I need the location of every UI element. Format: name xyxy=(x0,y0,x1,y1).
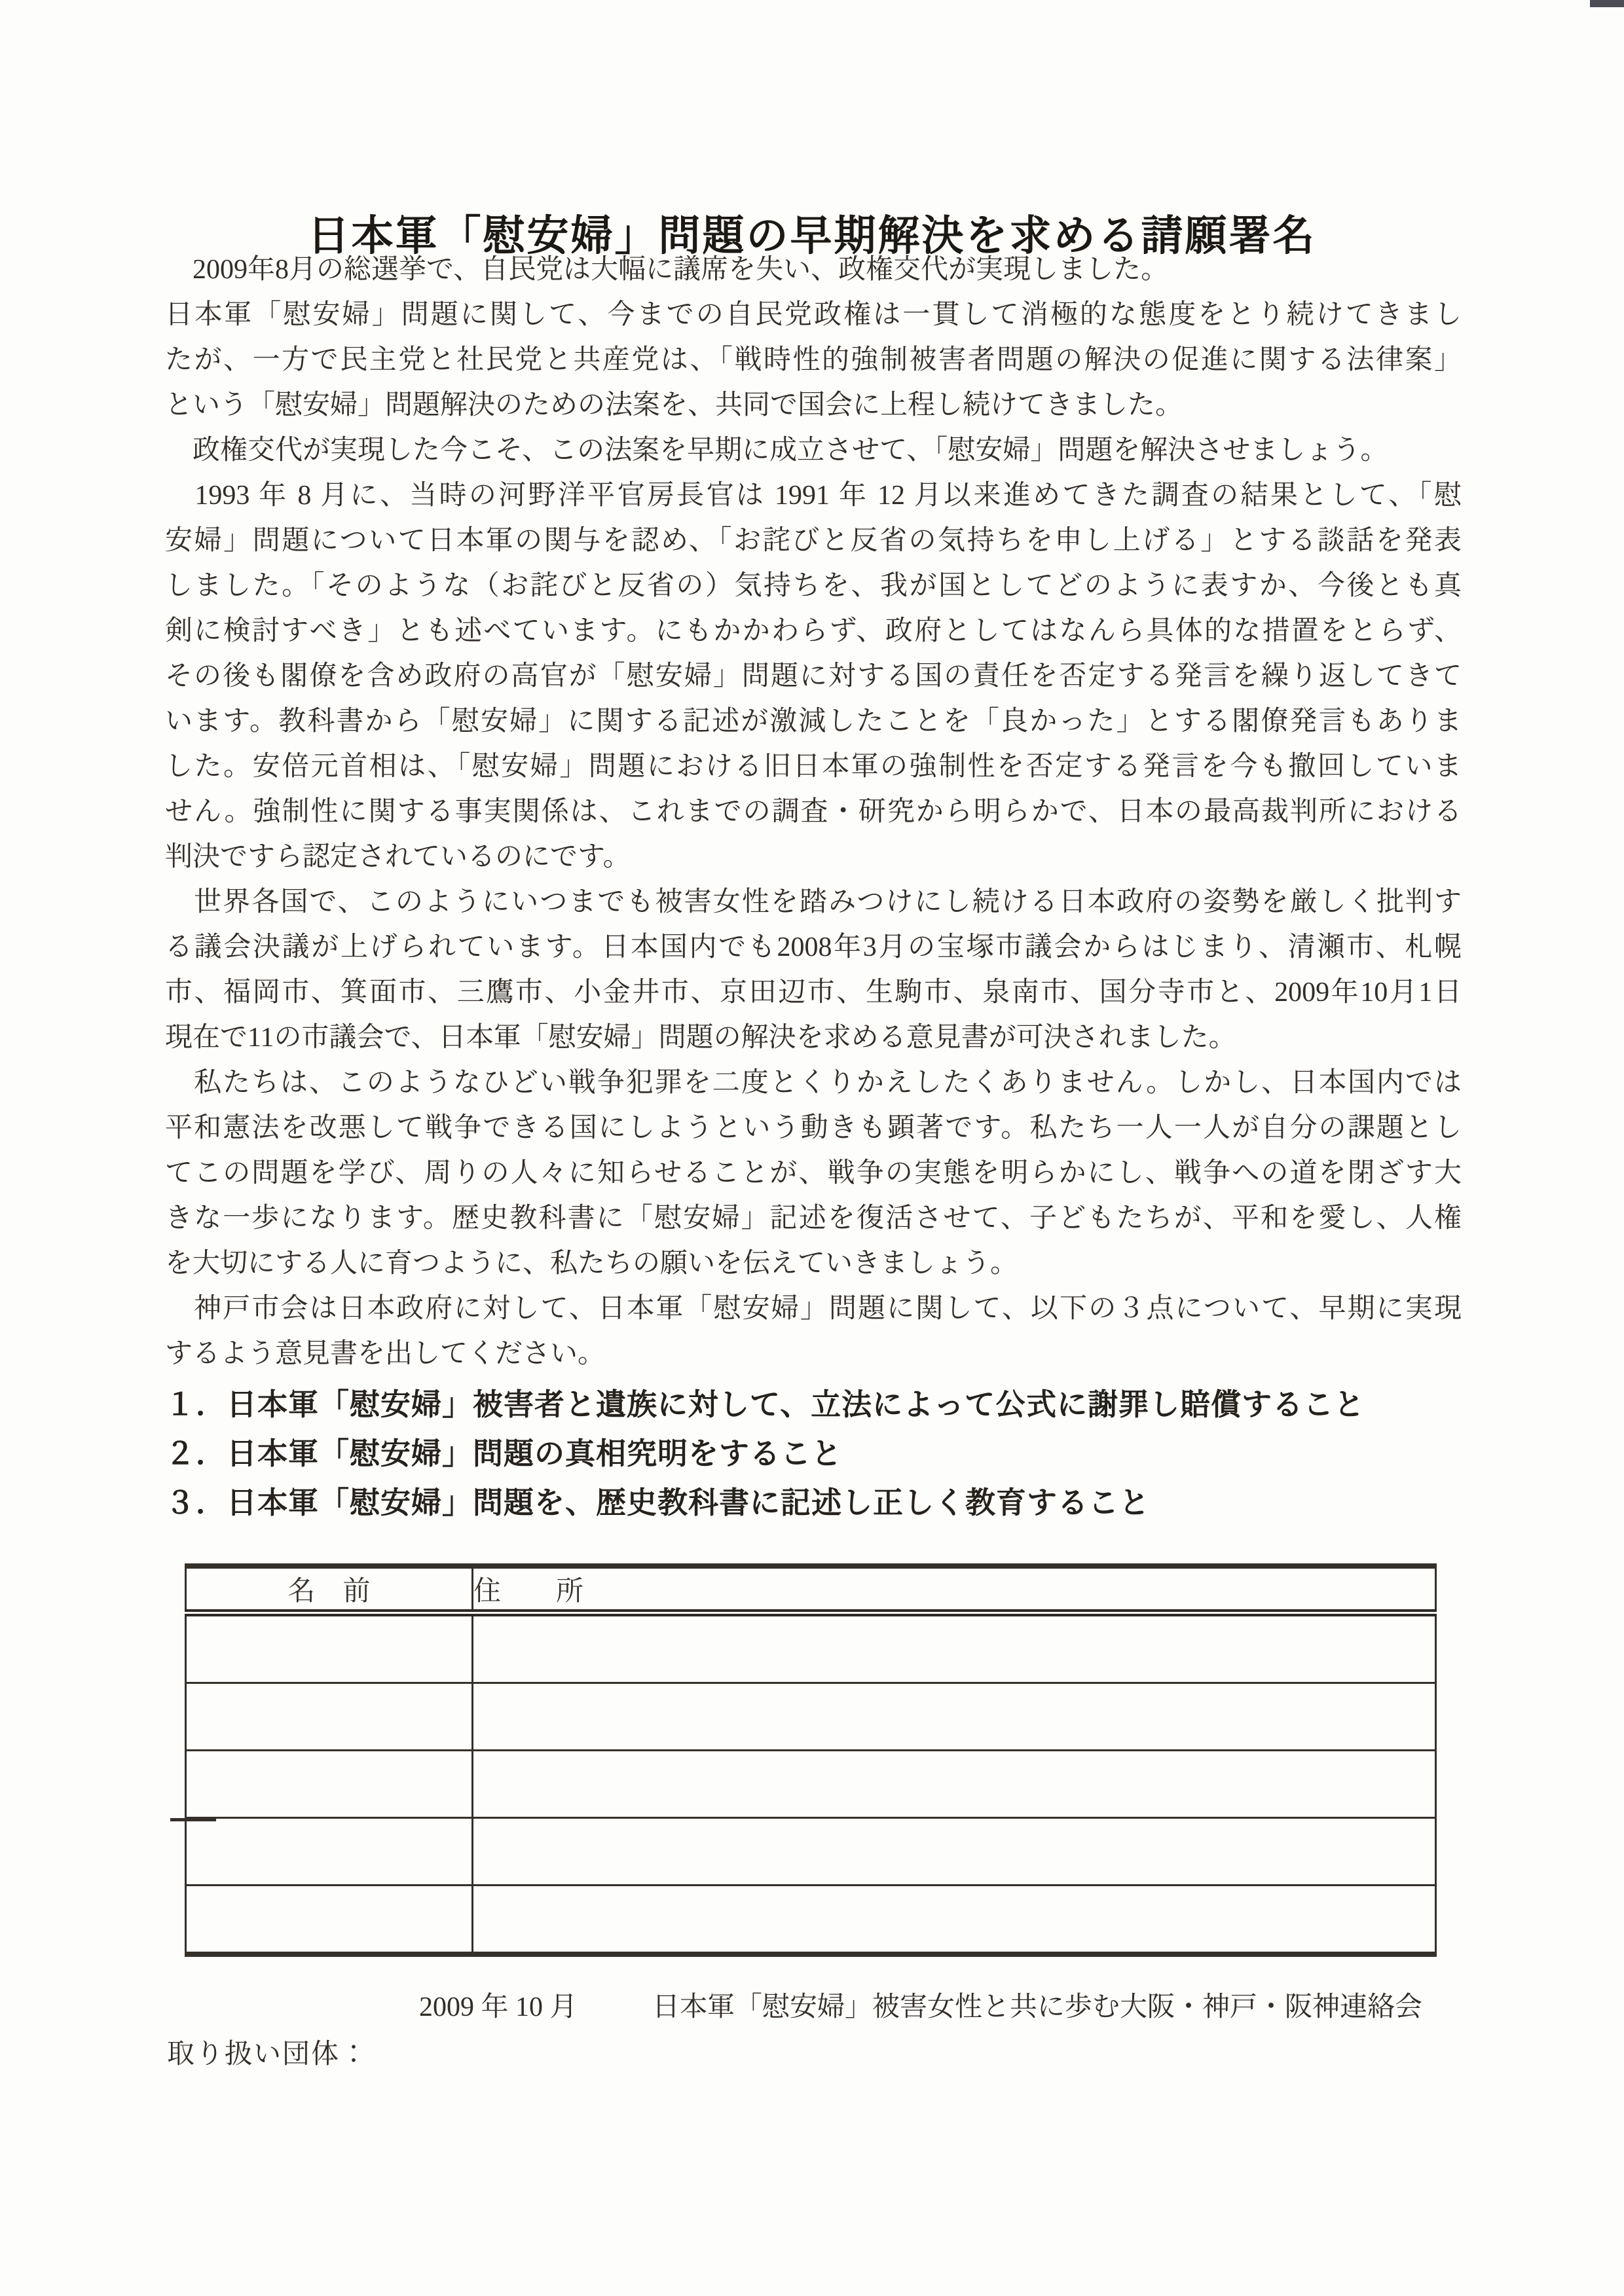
footer-date: 2009 年 10 月 xyxy=(419,1992,578,2022)
signature-address-cell xyxy=(473,1613,1436,1683)
petition-demands xyxy=(165,1380,1468,1527)
scan-artifact-corner xyxy=(1590,0,1624,7)
signature-row xyxy=(186,1818,1436,1886)
body-line: という「慰安婦」問題解決のための法案を、共同で国会に上程し続けてきました。 xyxy=(165,390,1183,420)
body-line: 市、福岡市、箕面市、三鷹市、小金井市、京田辺市、生駒市、泉南市、国分寺市と、2009年10月1日 xyxy=(165,977,1462,1008)
body-line: せん。強制性に関する事実関係は、これまでの調査・研究から明らかで、日本の最高裁判所における xyxy=(165,797,1462,827)
body-line: その後も閣僚を含め政府の高官が「慰安婦」問題に対する国の責任を否定する発言を繰り返してきて xyxy=(165,661,1462,691)
body-line: てこの問題を学び、周りの人々に知らせることが、戦争の実態を明らかにし、戦争への道を閉ざす大 xyxy=(165,1158,1462,1188)
body-line: 世界各国で、このようにいつまでも被害女性を踏みつけにし続ける日本政府の姿勢を厳しく批判す xyxy=(165,887,1462,917)
body-line: 政権交代が実現した今こそ、この法案を早期に成立させて、「慰安婦」問題を解決させましょう。 xyxy=(165,435,1388,465)
body-line: る議会決議が上げられています。日本国内でも2008年3月の宝塚市議会からはじまり、清瀬市、札幌 xyxy=(165,932,1462,962)
signature-address-cell xyxy=(473,1886,1436,1955)
petition-demand-1: １．日本軍「慰安婦」被害者と遺族に対して、立法によって公式に謝罪し賠償すること xyxy=(165,1387,1365,1421)
signature-name-cell xyxy=(186,1751,473,1818)
signature-row xyxy=(186,1751,1436,1818)
body-line: たが、一方で民主党と社民党と共産党は、「戦時性的強制被害者問題の解決の促進に関する法律案」 xyxy=(165,345,1462,375)
signature-row xyxy=(186,1613,1436,1683)
body-line: 剣に検討すべき」とも述べています。にもかかわらず、政府としてはなんら具体的な措置をとらず、 xyxy=(165,616,1462,646)
signature-table-header-row xyxy=(186,1566,1436,1613)
body-line: 安婦」問題について日本軍の関与を認め、「お詫びと反省の気持ちを申し上げる」とする談話を発表 xyxy=(165,526,1462,556)
body-line: います。教科書から「慰安婦」に関する記述が激減したことを「良かった」とする閣僚発言もありま xyxy=(165,706,1462,737)
petition-demand-3: ３．日本軍「慰安婦」問題を、歴史教科書に記述し正しく教育すること xyxy=(165,1485,1150,1520)
body-line: きな一歩になります。歴史教科書に「慰安婦」記述を復活させて、子どもたちが、平和を愛し、人権 xyxy=(165,1203,1462,1233)
body-line: 2009年8月の総選挙で、自民党は大幅に議席を失い、政権交代が実現しました。 xyxy=(165,255,1169,285)
scan-artifact-line-overhang xyxy=(170,1818,216,1821)
body-line: 1993 年 8 月に、当時の河野洋平官房長官は 1991 年 12 月以来進めてきた調査の結果として、「慰 xyxy=(165,481,1462,511)
signature-table xyxy=(185,1563,1437,1957)
signature-name-cell xyxy=(186,1683,473,1751)
signature-row xyxy=(186,1683,1436,1751)
petition-demand-2: ２．日本軍「慰安婦」問題の真相究明をすること xyxy=(165,1436,842,1470)
petition-body xyxy=(165,247,1462,1377)
body-line: 神戸市会は日本政府に対して、日本軍「慰安婦」問題に関して、以下の３点について、早期に実現 xyxy=(165,1294,1462,1324)
signature-table-header-address: 住 所 xyxy=(473,1566,1436,1613)
handling-organizations-label: 取り扱い団体： xyxy=(167,2039,369,2069)
footer-organization: 日本軍「慰安婦」被害女性と共に歩む大阪・神戸・阪神連絡会 xyxy=(652,1992,1423,2022)
signature-address-cell xyxy=(473,1751,1436,1818)
signature-name-cell xyxy=(186,1886,473,1955)
body-line: を大切にする人に育つように、私たちの願いを伝えていきましょう。 xyxy=(165,1248,1018,1279)
body-line: した。安倍元首相は、「慰安婦」問題における旧日本軍の強制性を否定する発言を今も撤回していま xyxy=(165,752,1462,782)
signature-address-cell xyxy=(473,1683,1436,1751)
body-line: しました。「そのような（お詫びと反省の）気持ちを、我が国としてどのように表すか、今後とも真 xyxy=(165,571,1462,601)
body-line: 平和憲法を改悪して戦争できる国にしようという動きも顕著です。私たち一人一人が自分の課題とし xyxy=(165,1113,1462,1143)
page-title: 日本軍「慰安婦」問題の早期解決を求める請願署名 xyxy=(307,212,1317,259)
body-line: 判決ですら認定されているのにです。 xyxy=(165,842,631,872)
body-line: 私たちは、このようなひどい戦争犯罪を二度とくりかえしたくありません。しかし、日本国内では xyxy=(165,1068,1462,1098)
signature-name-cell xyxy=(186,1818,473,1886)
signature-address-cell xyxy=(473,1818,1436,1886)
signature-table-header-name: 名 前 xyxy=(186,1566,473,1613)
signature-row xyxy=(186,1886,1436,1955)
body-line: 日本軍「慰安婦」問題に関して、今までの自民党政権は一貫して消極的な態度をとり続けてきまし xyxy=(165,300,1462,330)
signature-name-cell xyxy=(186,1613,473,1683)
signature-table-wrap xyxy=(185,1563,1437,1957)
footer-line xyxy=(165,1985,1468,2024)
body-line: 現在で11の市議会で、日本軍「慰安婦」問題の解決を求める意見書が可決されました。 xyxy=(165,1023,1236,1053)
body-line: するよう意見書を出してください。 xyxy=(165,1339,606,1369)
